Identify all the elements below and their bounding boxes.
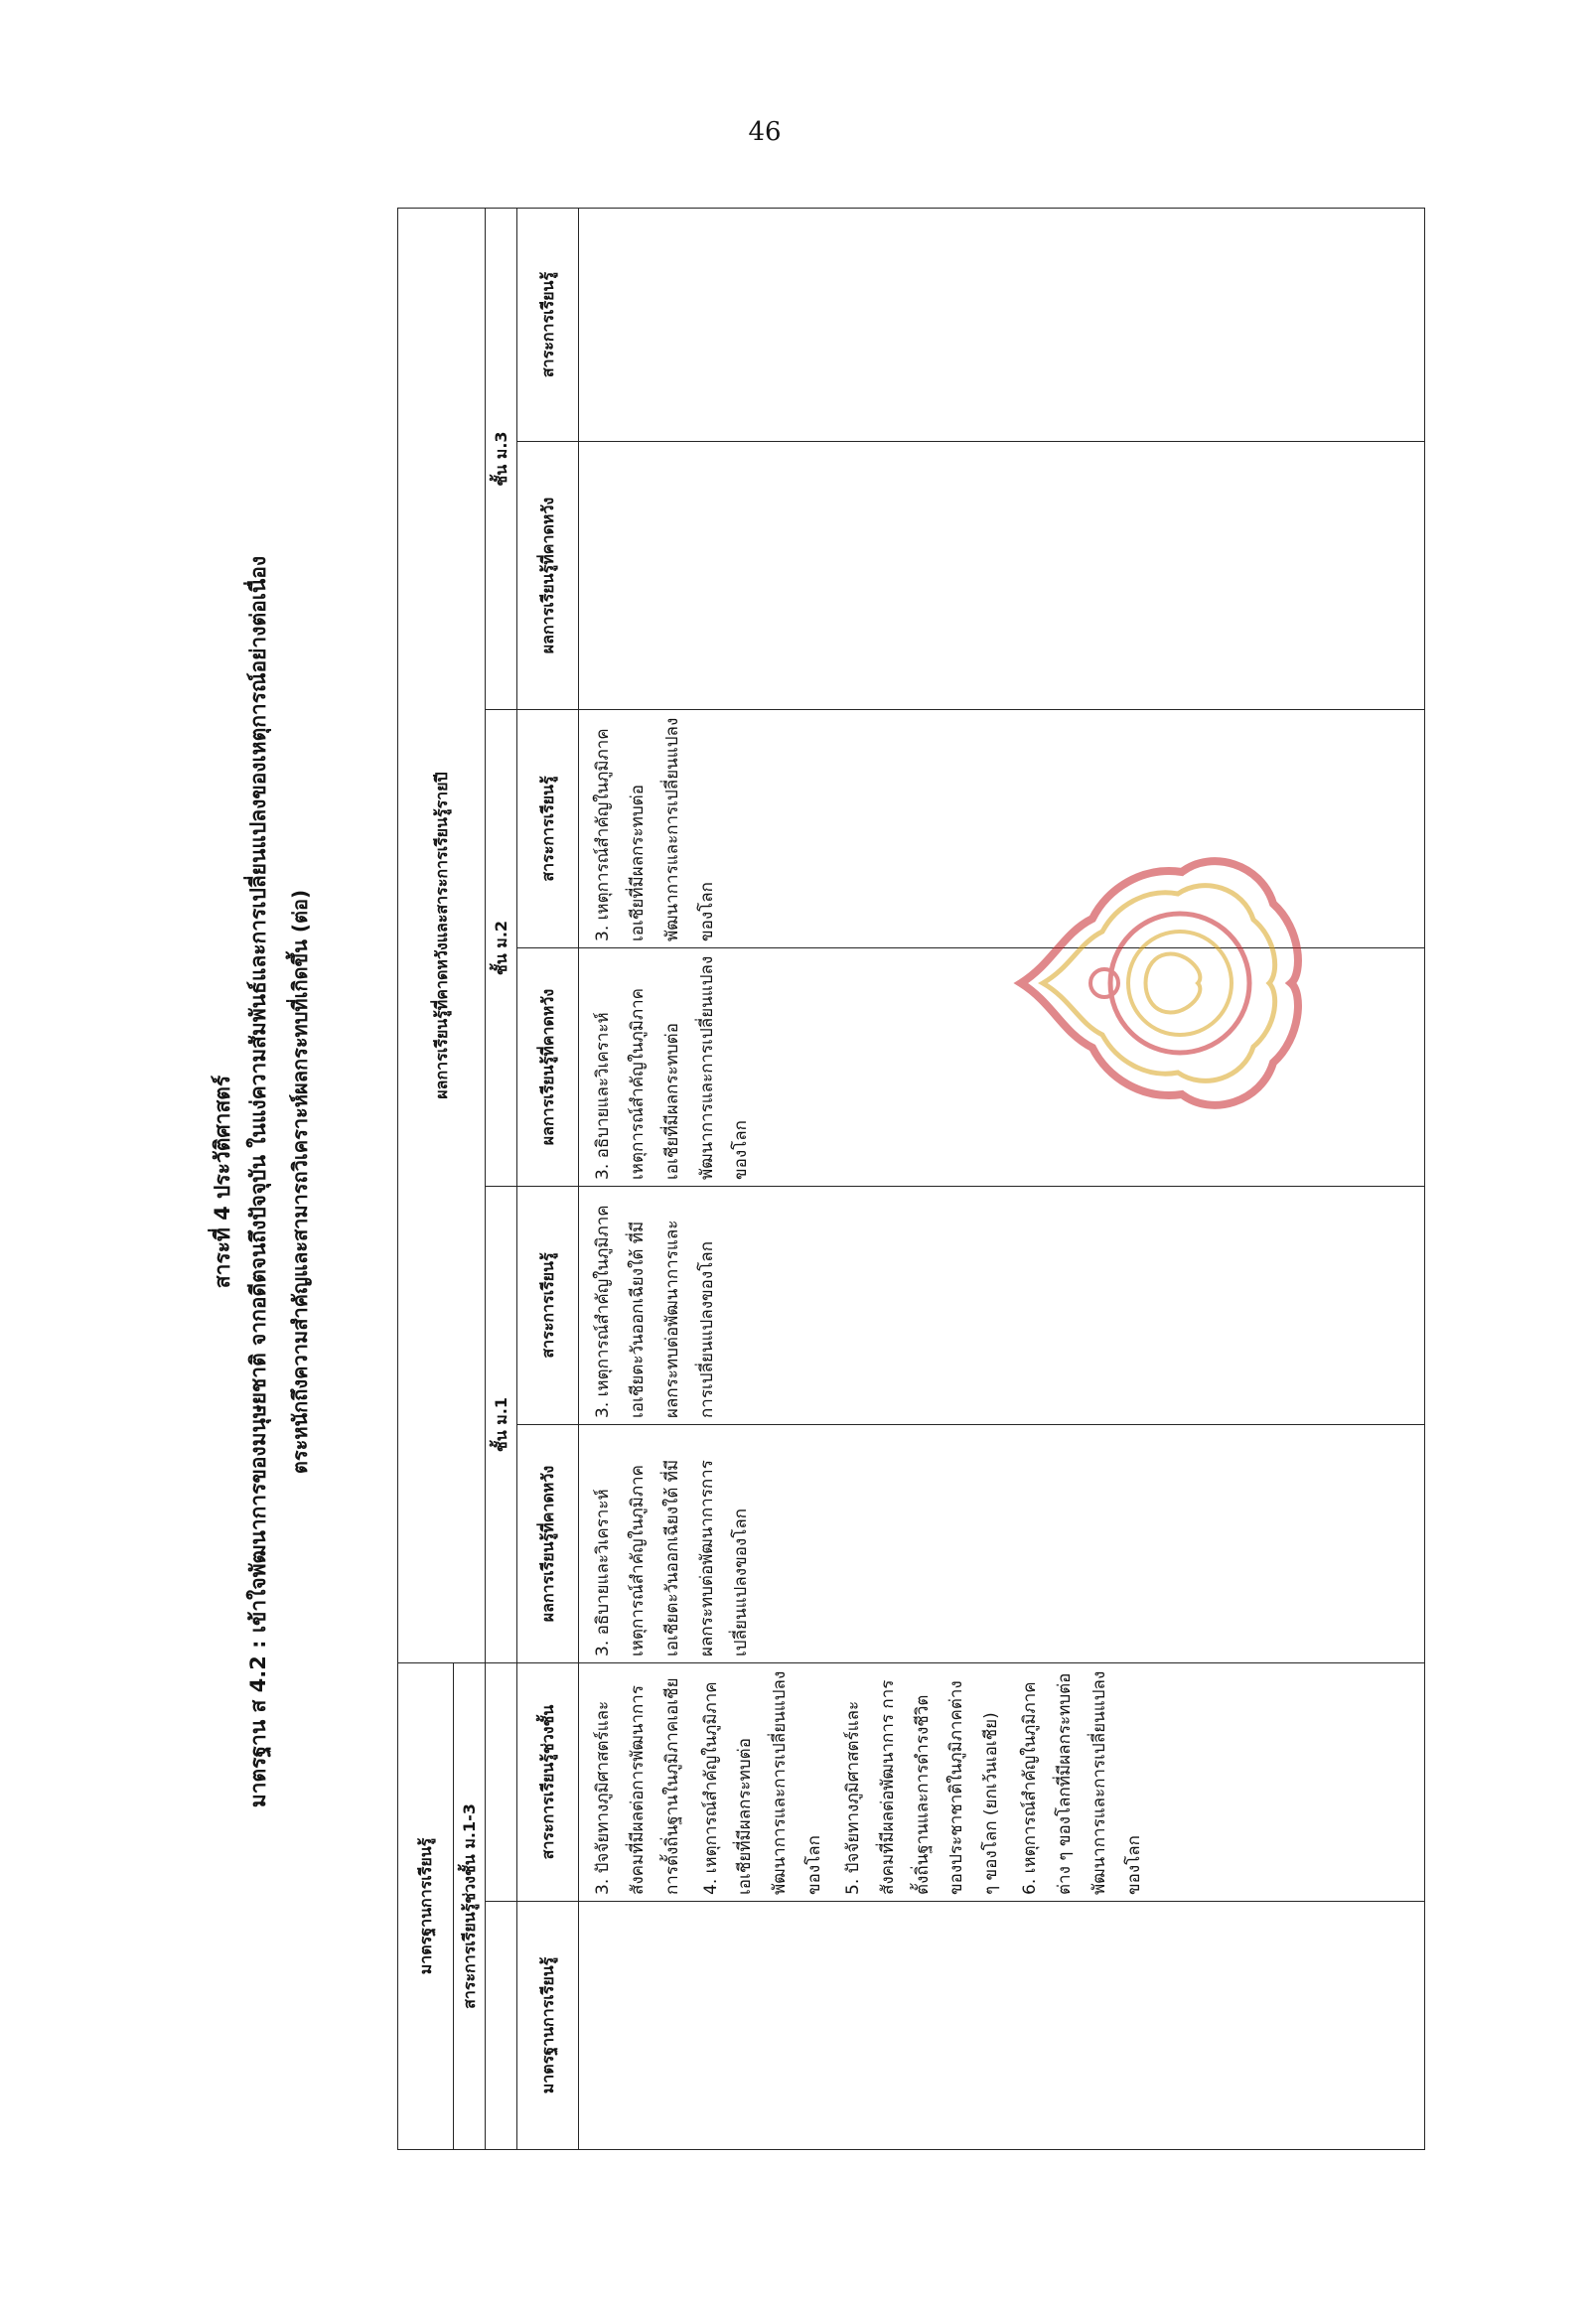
standard-cell [579, 1902, 1425, 2150]
col-m1-expected: ผลการเรียนรู้ที่คาดหวัง [517, 1425, 579, 1663]
standard-title: มาตรฐาน ส 4.2 : เข้าใจพัฒนาการของมนุษยชาติ จากอดีตจนถึงปัจจุบัน ในแง่ความสัมพันธ์และการเปลี่ยนแปลงของเหตุการณ์อย่างต่อเนื่อง [246, 555, 270, 1808]
core-item: 5. ปัจจัยทางภูมิศาสตร์และสังคมที่มีผลต่อพัฒนาการ การตั้งถิ่นฐานและการดำรงชีวิตของประชาชาติในภูมิภาคต่าง ๆ ของโลก (ยกเว้นเอเชีย) [842, 1679, 1002, 1895]
header-standard: มาตรฐานการเรียนรู้ [398, 1663, 454, 2150]
m1-expected-cell [579, 1425, 1425, 1663]
m1-content-cell [579, 1187, 1425, 1425]
col-standard: มาตรฐานการเรียนรู้ [517, 1902, 579, 2150]
strand-title: สาระที่ 4 ประวัติศาสตร์ [211, 1075, 234, 1289]
col-core: สาระการเรียนรู้ช่วงชั้น [517, 1663, 579, 1902]
header-blank-1 [486, 1902, 517, 2150]
m2-content-text: 3. เหตุการณ์สำคัญในภูมิภาคเอเชียที่มีผลกระทบต่อพัฒนาการและการเปลี่ยนแปลงของโลก [593, 717, 717, 941]
m1-content-text: 3. เหตุการณ์สำคัญในภูมิภาคเอเชียตะวันออกเฉียงใต้ ที่มีผลกระทบต่อพัฒนาการและการเปลี่ยนแปลงของโลก [593, 1205, 717, 1418]
m1-expected-text: 3. อธิบายและวิเคราะห์เหตุการณ์สำคัญในภูมิภาคเอเชียตะวันออกเฉียงใต้ ที่มีผลกระทบต่อพัฒนาการการเปลี่ยนแปลงของโลก [593, 1459, 752, 1656]
standard-title-continued: ตระหนักถึงความสำคัญและสามารถวิเคราะห์ผลกระทบที่เกิดขึ้น (ต่อ) [288, 889, 312, 1475]
ministry-seal-watermark-icon [1013, 834, 1311, 1132]
header-grade-m2: ชั้น ม.2 [486, 710, 517, 1187]
core-content-cell [579, 1663, 1425, 1902]
header-core-content: สาระการเรียนรู้ช่วงชั้น ม.1-3 [454, 1663, 486, 2150]
col-m2-content: สาระการเรียนรู้ [517, 710, 579, 948]
header-grade-m1: ชั้น ม.1 [486, 1187, 517, 1663]
header-blank-2 [486, 1663, 517, 1902]
col-m3-content: สาระการเรียนรู้ [517, 209, 579, 442]
core-item: 3. ปัจจัยทางภูมิศาสตร์และสังคมที่มีผลต่อการพัฒนาการ การตั้งถิ่นฐานในภูมิภาคเอเชีย [593, 1677, 682, 1895]
core-item: 4. เหตุการณ์สำคัญในภูมิภาคเอเชียที่มีผลกระทบต่อพัฒนาการและการเปลี่ยนแปลงของโลก [700, 1670, 825, 1895]
col-m3-expected: ผลการเรียนรู้ที่คาดหวัง [517, 442, 579, 710]
m3-expected-text [579, 442, 593, 709]
col-m1-content: สาระการเรียนรู้ [517, 1187, 579, 1425]
curriculum-table [397, 208, 1425, 2150]
m3-expected-cell [579, 442, 1425, 710]
m2-expected-text: 3. อธิบายและวิเคราะห์เหตุการณ์สำคัญในภูมิภาคเอเชียที่มีผลกระทบต่อพัฒนาการและการเปลี่ยนแปลงของโลก [593, 955, 752, 1180]
core-item: 6. เหตุการณ์สำคัญในภูมิภาคต่าง ๆ ของโลกที่มีผลกระทบต่อพัฒนาการและการเปลี่ยนแปลงของโลก [1020, 1670, 1144, 1895]
col-m2-expected: ผลการเรียนรู้ที่คาดหวัง [517, 948, 579, 1187]
rotated-page [199, 199, 1440, 2165]
m3-content-cell [579, 209, 1425, 442]
title-block [199, 199, 417, 2165]
page-number: 46 [748, 117, 782, 147]
m3-content-text [579, 209, 593, 441]
header-results: ผลการเรียนรู้ที่คาดหวังและสาระการเรียนรู้รายปี [398, 209, 486, 1663]
header-grade-m3: ชั้น ม.3 [486, 209, 517, 710]
